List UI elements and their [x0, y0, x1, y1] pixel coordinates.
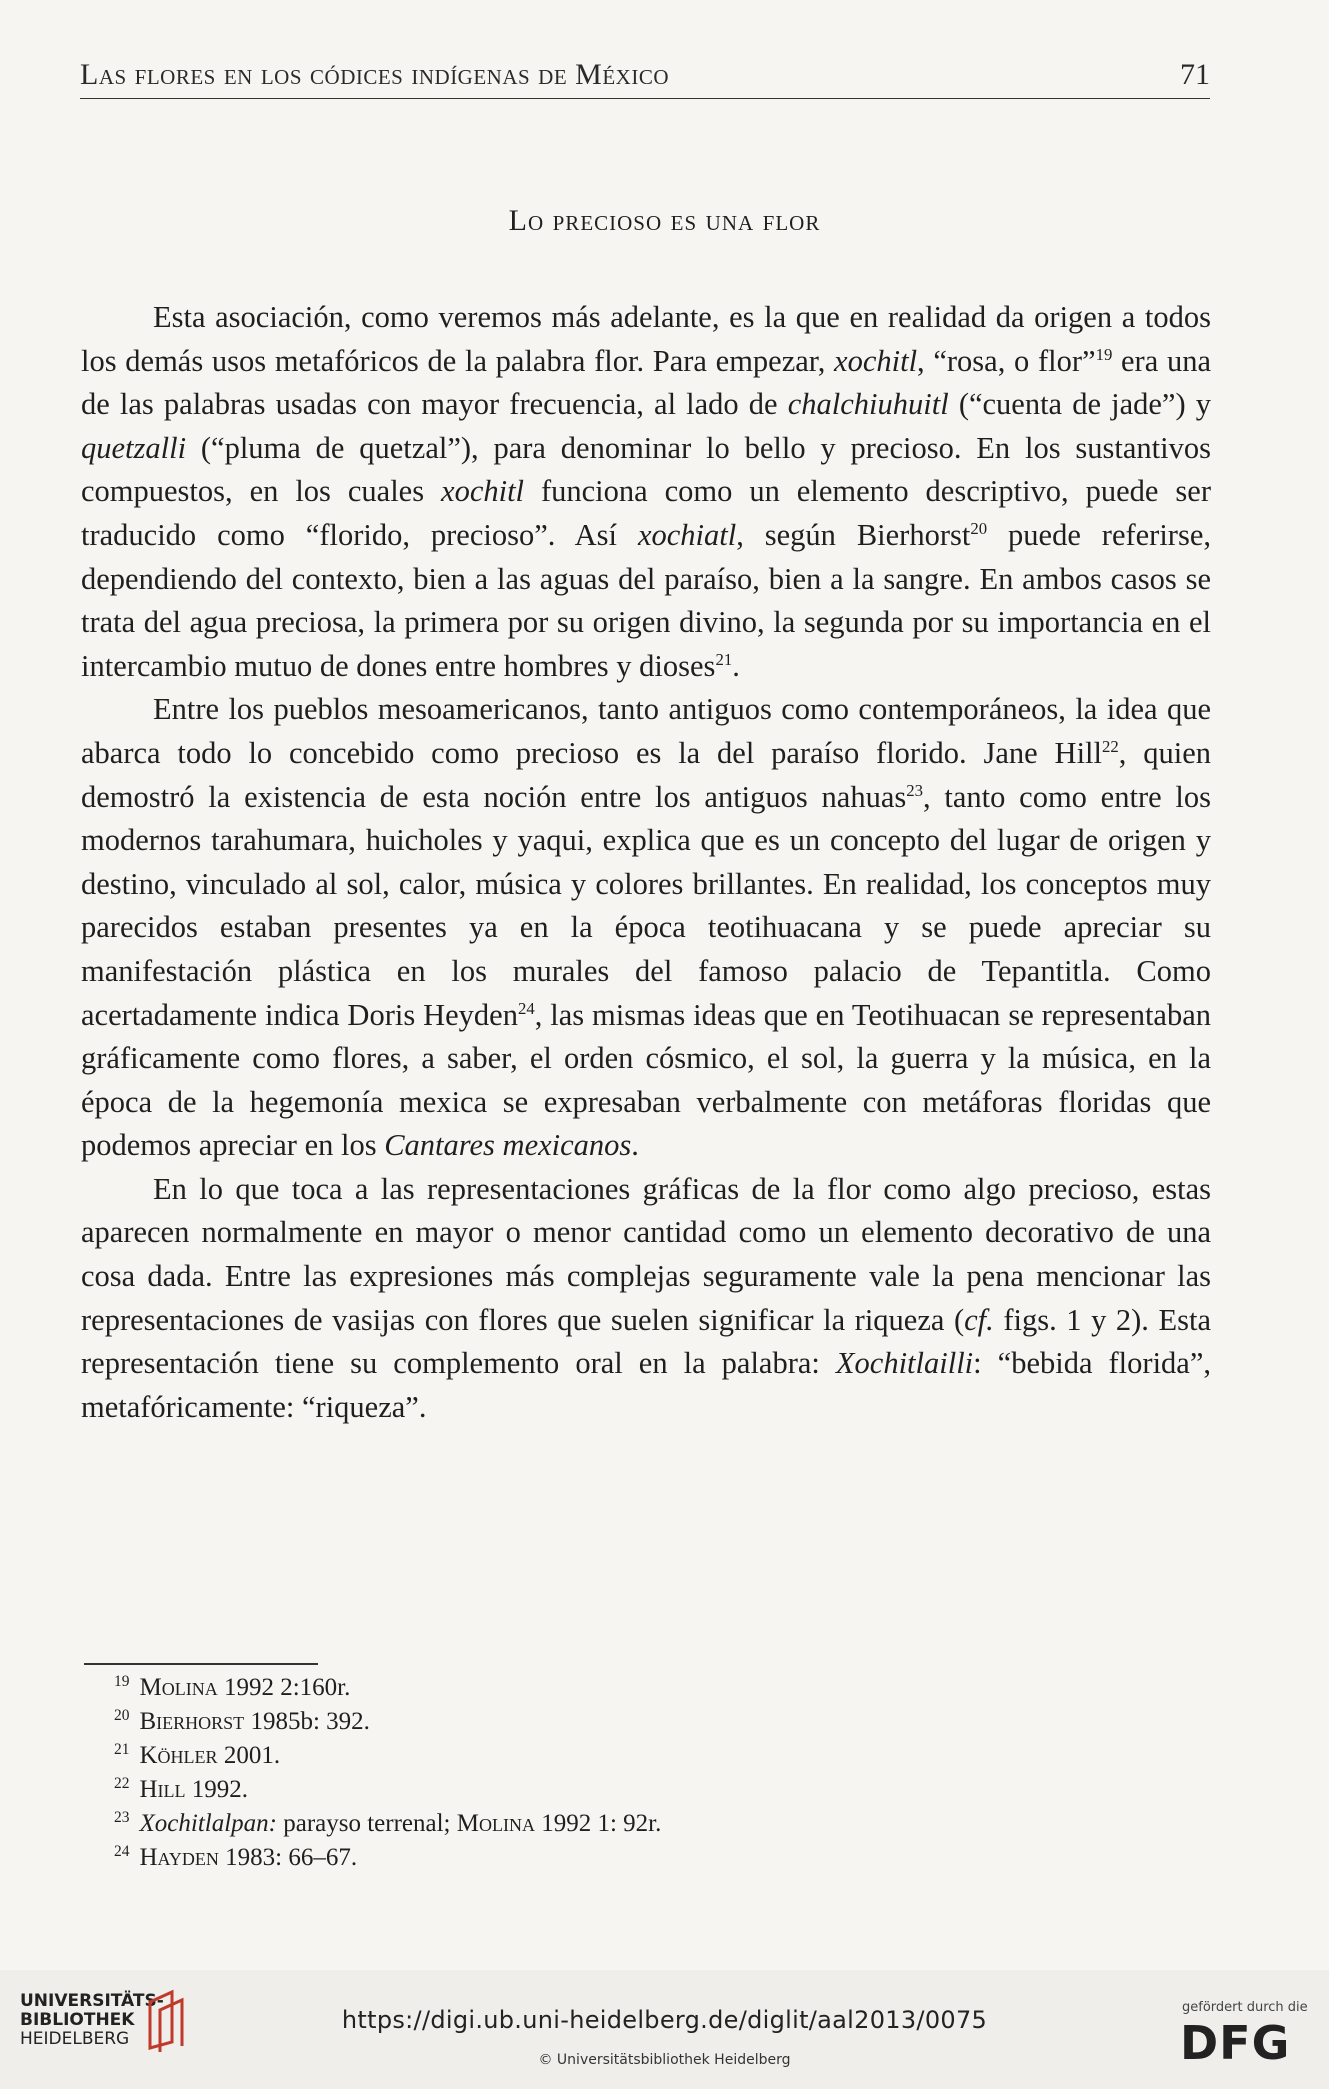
note-ref: 23	[114, 1808, 130, 1826]
copyright-notice: © Universitätsbibliothek Heidelberg	[538, 2052, 791, 2068]
author-name: Bierhorst	[139, 1708, 245, 1735]
footnote-rule	[84, 1663, 318, 1665]
footnote: $^{20}$ Bierhorst 1985b: 392.	[114, 1706, 370, 1735]
note-ref: 22	[1102, 736, 1119, 756]
italic-run: Xochitlalpan:	[139, 1810, 277, 1837]
running-title: Las flores en los códices indígenas de México	[80, 58, 670, 91]
paragraph: Entre los pueblos mesoamericanos, tanto antiguos como contemporáneos, la idea que abarca todo lo concebido como precioso es la del paraíso florido. Jane Hill$^{22}$, quien demostró la existencia de esta noción entre los antiguos nahuas$^{23}$, tanto como entre los modernos tarahumara, huicholes y yaqui, explica que es un concepto del lugar de origen y destino, vinculado al sol, calor, música y colores brillantes. En realidad, los conceptos muy parecidos estaban presentes ya en la época teotihuacana y se puede apreciar su manifestación plástica en los murales del famoso palacio de Tepantitla. Como acertadamente indica Doris Heyden$^{24}$, las mismas ideas que en Teotihuacan se representaban gráficamente como flores, a saber, el orden cósmico, el sol, la guerra y la música, en la época de la hegemonía mexica se expresaban verbalmente con metáforas floridas que podemos apreciar en los Cantares mexicanos.	[81, 692, 1212, 1163]
note-ref: 24	[517, 998, 535, 1018]
italic-run: chalchiuhuitl	[787, 387, 949, 422]
note-ref: 20	[970, 518, 988, 538]
italic-run: xochitl	[441, 474, 525, 509]
author-name: Hill	[139, 1776, 186, 1803]
note-ref: 24	[114, 1842, 130, 1860]
footnote: $^{19}$ Molina 1992 2:160r.	[114, 1672, 351, 1701]
library-line: UNIVERSITÄTS-	[20, 1991, 164, 2011]
note-ref: 21	[114, 1740, 130, 1758]
note-ref: 19	[114, 1672, 130, 1690]
footnote: $^{21}$ Köhler 2001.	[114, 1740, 281, 1769]
dfg-logo: DFG	[1180, 2016, 1291, 2070]
italic-run: xochitl	[834, 343, 918, 378]
library-line: BIBLIOTHEK	[20, 2010, 135, 2030]
footnote: $^{24}$ Hayden 1983: 66–67.	[114, 1842, 358, 1871]
note-ref: 22	[114, 1774, 130, 1792]
italic-run: xochiatl	[637, 517, 737, 552]
paragraph: En lo que toca a las representaciones gráficas de la flor como algo precioso, estas aparecen normalmente en mayor o menor cantidad como un elemento decorativo de una cosa dada. Entre las expresiones más complejas seguramente vale la pena mencionar las representaciones de vasijas con flores que suelen significar la riqueza (cf. figs. 1 y 2). Esta representación tiene su complemento oral en la palabra: Xochitlailli: “bebida florida”, metafóricamente: “riqueza”.	[81, 1171, 1211, 1424]
body-text	[81, 296, 1211, 1429]
footnote: $^{22}$ Hill 1992.	[114, 1774, 249, 1803]
digitization-footer	[0, 1970, 1329, 2089]
note-ref: 21	[715, 649, 733, 669]
author-name: Köhler	[139, 1742, 218, 1769]
author-name: Molina	[139, 1674, 218, 1701]
author-name: Molina	[456, 1810, 535, 1837]
italic-run: Cantares mexicanos	[384, 1128, 632, 1163]
dfg-caption: gefördert durch die	[1182, 2000, 1308, 2015]
footnote: $^{23}$ Xochitlalpan: parayso terrenal; Molina 1992 1: 92r.	[114, 1808, 662, 1837]
italic-run: Xochitlailli	[835, 1346, 974, 1381]
paragraph: Esta asociación, como veremos más adelante, es la que en realidad da origen a todos los demás usos metafóricos de la palabra flor. Para empezar, xochitl, “rosa, o flor”$^{19}$ era una de las palabras usadas con mayor frecuencia, al lado de chalchiuhuitl (“cuenta de jade”) y quetzalli (“pluma de quetzal”), para denominar lo bello y precioso. En los sustantivos compuestos, en los cuales xochitl funciona como un elemento descriptivo, puede ser traducido como “florido, precioso”. Así xochiatl, según Bierhorst$^{20}$ puede referirse, dependiendo del contexto, bien a las aguas del paraíso, bien a la sangre. En ambos casos se trata del agua preciosa, la primera por su origen divino, la segunda por su importancia en el intercambio mutuo de dones entre hombres y dioses$^{21}$.	[81, 300, 1212, 683]
source-url-link[interactable]: https://digi.ub.uni-heidelberg.de/diglit/aal2013/0075	[341, 2006, 988, 2034]
running-head	[80, 58, 1210, 99]
footnotes	[114, 1671, 1118, 1875]
section-title: Lo precioso es una flor	[508, 204, 821, 237]
italic-run: quetzalli	[81, 430, 187, 465]
note-ref: 20	[114, 1706, 130, 1724]
note-ref: 23	[906, 780, 923, 800]
note-ref: 19	[1095, 344, 1113, 364]
library-line: HEIDELBERG	[20, 2029, 130, 2049]
italic-run: cf.	[964, 1302, 994, 1337]
author-name: Hayden	[139, 1844, 219, 1871]
page-number: 71	[1180, 58, 1210, 91]
